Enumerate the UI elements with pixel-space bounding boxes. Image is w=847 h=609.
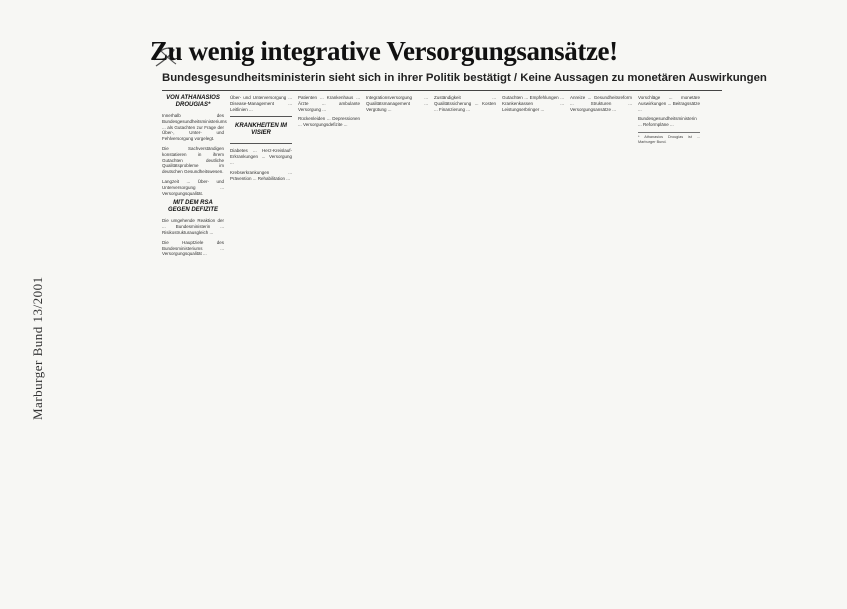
paragraph: Die Sachverständigen konstatieren in ihrem Gutachten deutliche Qualitätsprobleme im deutschen Gesundheitswesen. xyxy=(162,145,224,175)
paragraph: Zuständigkeit ... Qualitätssicherung ... Kosten ... Finanzierung ... xyxy=(434,95,496,112)
paragraph: Die Hauptziele des Bundesministeriums ... Versorgungsqualität ... xyxy=(162,239,224,257)
paragraph: Innerhalb des Bundesgesundheitsministeriums ... als Gutachten zur Frage der Über-, Unter- und Fehlversorgung vorgelegt. xyxy=(162,113,227,142)
section-subhead: KRANKHEITEN IM VISIER xyxy=(235,123,287,137)
paragraph: Vorschläge ... monetäre Auswirkungen ... Beitragssätze ... xyxy=(638,95,700,112)
paragraph: Diabetes ... Herz-Kreislauf-Erkrankungen ... Versorgung ... xyxy=(230,148,292,165)
column-4 xyxy=(366,95,428,116)
column-6 xyxy=(502,95,564,116)
footnote: * Athanasios Drougias ist ... Marburger Bund. xyxy=(638,132,700,145)
paragraph: Anreize ... Gesundheitsreform ... Strukturen ... Versorgungsansätze ... xyxy=(570,95,632,112)
paragraph: Gutachten ... Empfehlungen ... Krankenkassen ... Leistungserbringer ... xyxy=(502,95,564,112)
column-1 xyxy=(162,95,227,261)
paragraph: Langzeit ... Über- und Unterversorgung ... Versorgungsqualität. xyxy=(162,178,224,196)
section-subhead: MIT DEM RSA GEGEN DEFIZITE xyxy=(167,200,218,214)
handwritten-source-note: Marburger Bund 13/2001 xyxy=(30,276,45,420)
section-box xyxy=(230,116,292,144)
paragraph: Integrationsversorgung ... Qualitätsmanagement ... Vergütung ... xyxy=(366,95,428,112)
byline: VON ATHANASIOS DROUGIAS* xyxy=(166,95,220,108)
column-8 xyxy=(638,95,700,145)
column-2 xyxy=(230,95,292,185)
column-3 xyxy=(298,95,360,132)
paragraph: Über- und Unterversorgung ... Disease-Management ... Leitlinien ... xyxy=(230,95,292,112)
paragraph: Patienten ... Krankenhaus ... Ärzte ... ambulante Versorgung ... xyxy=(298,95,360,112)
column-7 xyxy=(570,95,632,116)
article-headline: Zu wenig integrative Versorgungsansätze! xyxy=(150,36,618,66)
paragraph: Rückenleiden ... Depressionen ... Versorgungsdefizite ... xyxy=(298,116,360,128)
paragraph: Bundesgesundheitsministerin ... Reformpläne ... xyxy=(638,116,697,128)
article-subheadline: Bundesgesundheitsministerin sieht sich in ihrer Politik bestätigt / Keine Aussagen zu monetären Auswirkungen xyxy=(162,72,767,84)
column-5 xyxy=(434,95,496,116)
paragraph: Krebserkrankungen ... Prävention ... Rehabilitation ... xyxy=(230,169,292,181)
paragraph: Die umgehende Reaktion der ... Bundesministerin ... Risikostrukturausgleich ... xyxy=(162,218,224,235)
headline-divider xyxy=(162,90,722,91)
